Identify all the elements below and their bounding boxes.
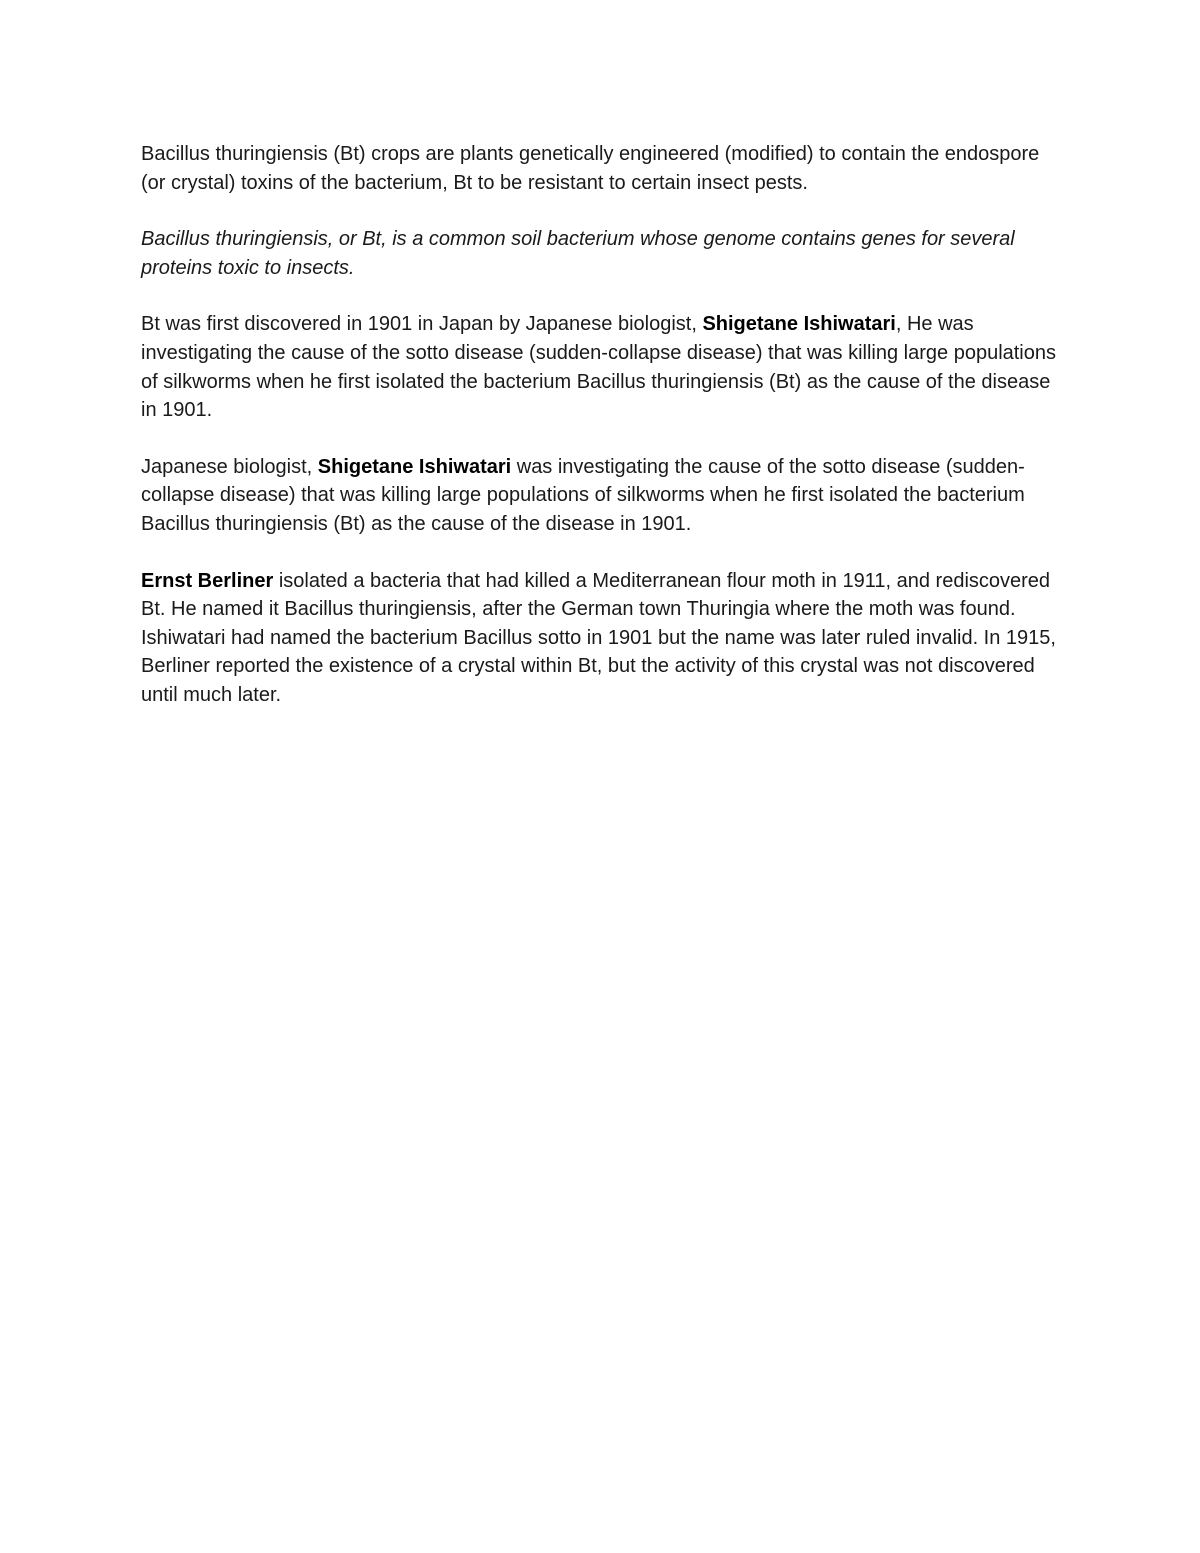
paragraph-berliner-rest: isolated a bacteria that had killed a Mediterranean flour moth in 1911, and rediscovered Bt. He named it Bacillus thuringiensis, after the German town Thuringia where the moth was found. Ishiwatari had named the bacterium Bacillus sotto in 1901 but the name was later ruled invalid. In 1915, Berliner reported the existence of a crystal within Bt, but the activity of this crystal was not discovered until much later. xyxy=(141,569,1056,706)
paragraph-ishiwatari-rest: was investigating the cause of the sotto disease (sudden-collapse disease) that was killing large populations of silkworms when he first isolated the bacterium Bacillus thuringiensis (Bt) as the cause of the disease in 1901. xyxy=(141,455,1025,535)
paragraph-ishiwatari xyxy=(141,453,1061,539)
paragraph-ishiwatari-lead: Japanese biologist, xyxy=(141,455,318,478)
person-name-ishiwatari: Shigetane Ishiwatari xyxy=(702,313,896,336)
paragraph-first-discovery xyxy=(141,310,1061,424)
paragraph-berliner xyxy=(141,567,1061,710)
paragraph-first-discovery-rest: , He was investigating the cause of the sotto disease (sudden-collapse disease) that was killing large populations of silkworms when he first isolated the bacterium Bacillus thuringiensis (Bt) as the cause of the disease in 1901. xyxy=(141,313,1056,422)
document-body xyxy=(141,140,1061,738)
person-name-ishiwatari: Shigetane Ishiwatari xyxy=(317,455,512,478)
person-name-berliner: Ernst Berliner xyxy=(141,569,274,592)
paragraph-bt-crops: Bacillus thuringiensis (Bt) crops are plants genetically engineered (modified) to contain the endospore (or crystal) toxins of the bacterium, Bt to be resistant to certain insect pests. xyxy=(141,143,1040,194)
paragraph-first-discovery-lead: Bt was first discovered in 1901 in Japan by Japanese biologist, xyxy=(141,313,703,336)
paragraph-bt-definition: Bacillus thuringiensis, or Bt, is a common soil bacterium whose genome contains genes for several proteins toxic to insects. xyxy=(141,228,1015,279)
